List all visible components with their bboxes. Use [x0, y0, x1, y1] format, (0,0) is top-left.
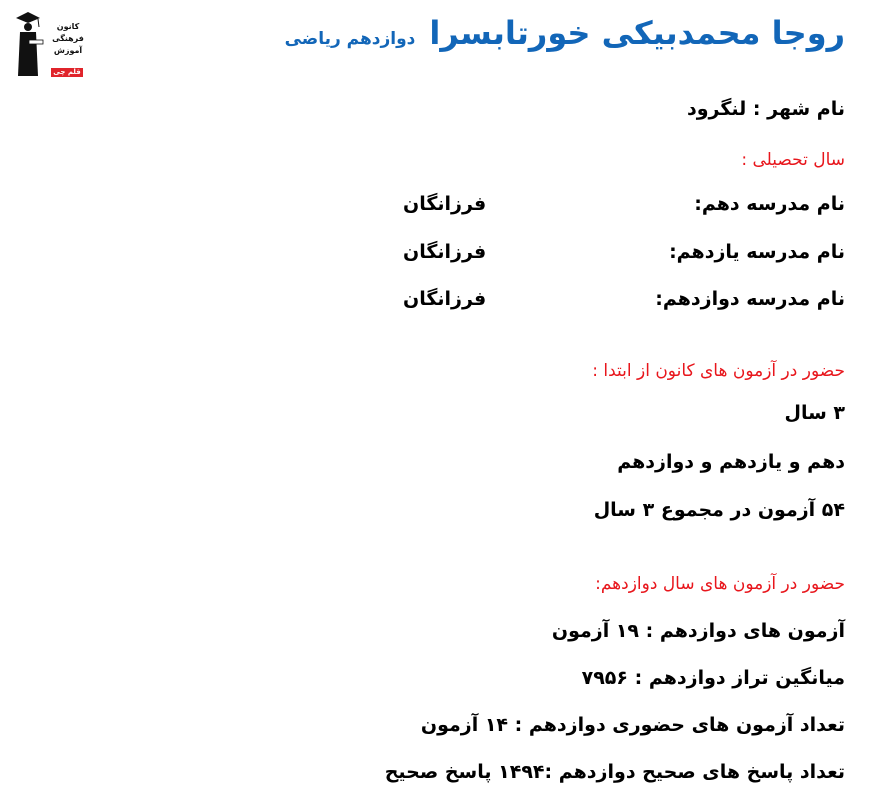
page-header: [285, 14, 845, 52]
logo-line3: آموزش: [53, 46, 83, 55]
kanoon-grades: دهم و یازدهم و دوازدهم: [617, 451, 845, 473]
kanoon-presence-heading: حضور در آزمون های کانون از ابتدا :: [592, 361, 845, 381]
grade12-correct: تعداد پاسخ های صحیح دوازدهم :۱۴۹۴ پاسخ صحیح: [384, 761, 845, 783]
school-row-10: [403, 193, 845, 215]
school-value: فرزانگان: [403, 288, 487, 310]
school-label: نام مدرسه دوازدهم:: [655, 288, 845, 310]
grade-field: دوازدهم ریاضی: [284, 29, 416, 49]
grade12-average: میانگین تراز دوازدهم : ۷۹۵۶: [581, 667, 845, 689]
logo-badge: قلم چی: [51, 68, 83, 77]
city-line: نام شهر : لنگرود: [686, 98, 845, 120]
school-label: نام مدرسه دهم:: [694, 193, 845, 215]
school-label: نام مدرسه یازدهم:: [669, 241, 845, 263]
logo-line2: فرهنگی: [52, 34, 84, 43]
school-value: فرزانگان: [403, 241, 487, 263]
grade12-presence-heading: حضور در آزمون های سال دوازدهم:: [595, 574, 845, 594]
school-row-11: [403, 241, 845, 263]
kanoon-years: ۳ سال: [784, 402, 845, 424]
grade12-exams: آزمون های دوازدهم : ۱۹ آزمون: [551, 620, 845, 642]
academic-years-heading: سال تحصیلی :: [741, 150, 845, 170]
kanoon-logo: [14, 10, 84, 80]
student-name: روجا محمدبیکی خورتابسرا: [429, 14, 845, 52]
grade12-in-person: تعداد آزمون های حضوری دوازدهم : ۱۴ آزمون: [420, 714, 845, 736]
logo-line1: کانون: [56, 22, 80, 31]
school-value: فرزانگان: [403, 193, 487, 215]
kanoon-total: ۵۴ آزمون در مجموع ۳ سال: [593, 499, 845, 521]
school-row-12: [403, 288, 845, 310]
